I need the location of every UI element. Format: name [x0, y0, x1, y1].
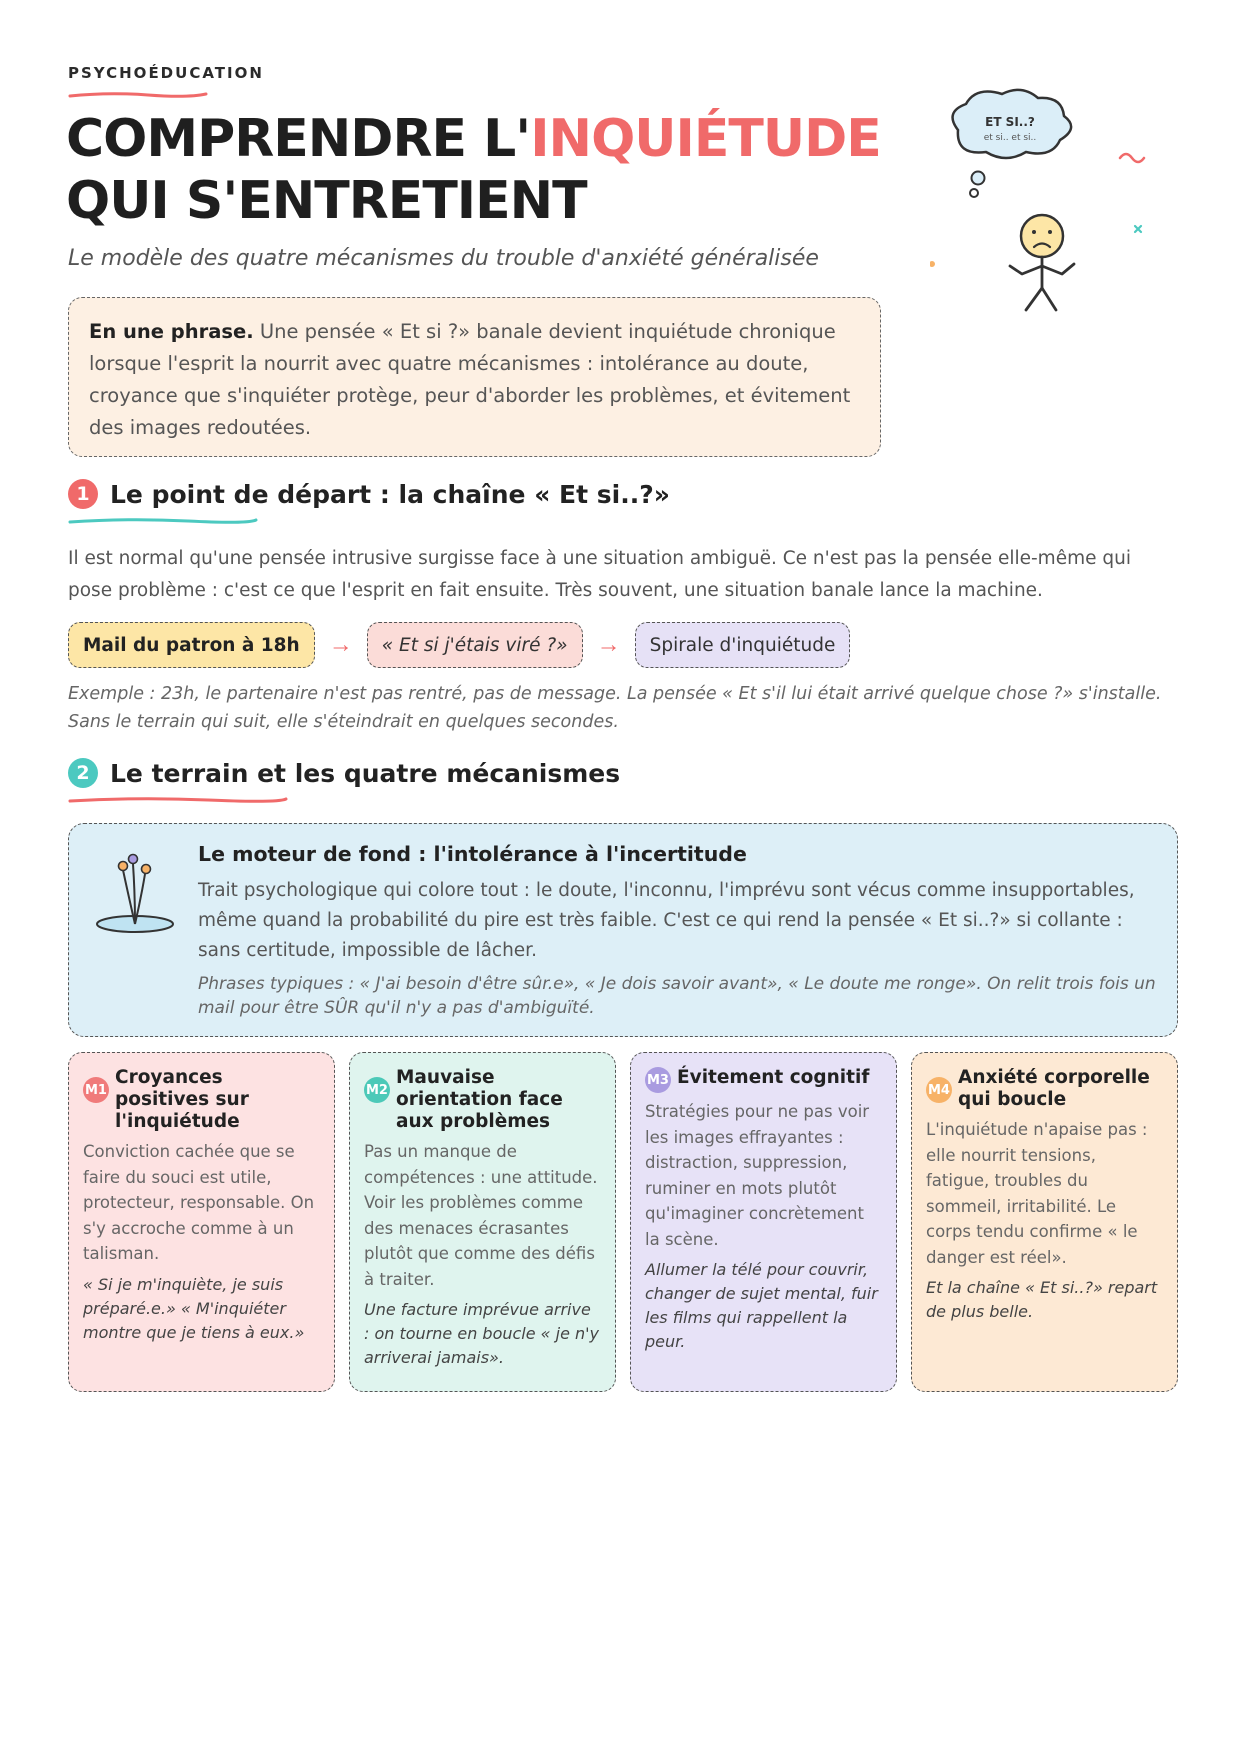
section-1-underline [68, 516, 258, 526]
mechanism-cards [68, 1052, 1178, 1392]
trigger-chain [68, 622, 850, 668]
card-title: Mauvaise orientation face aux problèmes [396, 1067, 563, 1132]
motor-text: Trait psychologique qui colore tout : le doute, l'inconnu, l'imprévu sont vécus comme insupportables, même quand la probabilité du pire est très faible. C'est ce qui rend la pensée « Et si..?» si collante : sans certitude, impossible de lâcher. [198, 880, 1135, 961]
card-quote: « Si je m'inquiète, je suis préparé.e.» « M'inquiéter montre que je tiens à eux.» [83, 1274, 305, 1342]
chain-arrow-1: → [328, 631, 353, 658]
face-icon [1021, 215, 1063, 257]
card-title: Anxiété corporelle qui boucle [958, 1067, 1150, 1110]
badge-m3: M3 [645, 1067, 671, 1093]
section-1-paragraph: Il est normal qu'une pensée intrusive surgisse face à une situation ambiguë. Ce n'est pas la pensée elle-même qui pose problème : c'est ce que l'esprit en fait ensuite. Très souvent, une situation banale lance la machine. [68, 548, 1131, 601]
section-2-number: 2 [68, 758, 98, 788]
motor-quote: Phrases typiques : « J'ai besoin d'être sûr.e», « Je dois savoir avant», « Le doute me ronge». On relit trois fois un mail pour être SÛR qu'il n'y a pas d'ambiguïté. [198, 974, 1156, 1018]
badge-m1: M1 [83, 1077, 109, 1103]
chain-step-spiral: Spirale d'inquiétude [635, 622, 851, 668]
card-quote: Une facture imprévue arrive : on tourne en boucle « je n'y arriverai jamais». [364, 1300, 600, 1367]
dot-decoration [930, 261, 935, 267]
section-1-example: Exemple : 23h, le partenaire n'est pas rentré, pas de message. La pensée « Et s'il lui était arrivé quelque chose ?» s'installe. Sans le terrain qui suit, elle s'éteindrait en quelques secondes. [68, 684, 1162, 732]
worried-person-illustration [930, 86, 1170, 326]
section-1-number: 1 [68, 479, 98, 509]
chain-arrow-2: → [596, 631, 621, 658]
summary-lead: En une phrase. [89, 320, 254, 343]
card-text: Stratégies pour ne pas voir les images effrayantes : distraction, suppression, ruminer en mots plutôt qu'imaginer concrètement la scène. [645, 1102, 870, 1249]
section-1-title: Le point de départ : la chaîne « Et si..?» [110, 479, 670, 509]
thought-dot-small [970, 189, 978, 197]
title-part-1: COMPRENDRE L' [66, 109, 531, 169]
cross-decoration [1135, 226, 1141, 232]
balloon-string-icon [93, 848, 177, 938]
card-text: Conviction cachée que se faire du souci est utile, protecteur, responsable. On s'y accroche comme à un talisman. [83, 1142, 315, 1263]
mechanism-card-m3 [630, 1052, 897, 1392]
chain-step-thought: « Et si j'étais viré ?» [367, 622, 583, 668]
card-title: Croyances positives sur l'inquiétude [115, 1067, 249, 1132]
section-2-underline [68, 795, 288, 805]
motor-title: Le moteur de fond : l'intolérance à l'incertitude [198, 842, 747, 866]
uncertainty-intolerance-box [68, 823, 1178, 1037]
page-subtitle: Le modèle des quatre mécanismes du trouble d'anxiété généralisée [68, 246, 819, 271]
section-1-heading [68, 479, 670, 509]
mechanism-card-m1 [68, 1052, 335, 1392]
badge-m4: M4 [926, 1077, 952, 1103]
thought-dot-large [972, 172, 985, 185]
card-quote: Et la chaîne « Et si..?» repart de plus belle. [926, 1278, 1158, 1321]
title-accent: INQUIÉTUDE [530, 109, 881, 169]
card-title: Évitement cognitif [677, 1067, 870, 1088]
eyebrow-label: PSYCHOÉDUCATION [68, 64, 264, 82]
mechanism-card-m2 [349, 1052, 616, 1392]
summary-text: Une pensée « Et si ?» banale devient inquiétude chronique lorsque l'esprit la nourrit avec quatre mécanismes : intolérance au doute, croyance que s'inquiéter protège, peur d'aborder les problèmes, et évitement des images redoutées. [89, 320, 851, 439]
card-text: Pas un manque de compétences : une attitude. Voir les problèmes comme des menaces écrasantes plutôt que comme des défis à traiter. [364, 1142, 598, 1289]
card-quote: Allumer la télé pour couvrir, changer de sujet mental, fuir les films qui rappellent la peur. [645, 1260, 878, 1351]
section-2-heading [68, 758, 620, 788]
page-title [66, 108, 881, 232]
title-part-2: QUI S'ENTRETIENT [66, 171, 587, 231]
badge-m2: M2 [364, 1077, 390, 1103]
bubble-small-text: et si.. et si.. [983, 133, 1037, 143]
bubble-main-text: ET SI..? [985, 115, 1035, 129]
mechanism-card-m4 [911, 1052, 1178, 1392]
squiggle-decoration [1120, 154, 1144, 162]
eyebrow-underline [68, 90, 208, 100]
summary-box [68, 297, 881, 457]
section-2-title: Le terrain et les quatre mécanismes [110, 758, 621, 788]
card-text: L'inquiétude n'apaise pas : elle nourrit tensions, fatigue, troubles du sommeil, irritabilité. Le corps tendu confirme « le danger est réel». [926, 1120, 1148, 1267]
chain-step-trigger: Mail du patron à 18h [68, 622, 315, 668]
